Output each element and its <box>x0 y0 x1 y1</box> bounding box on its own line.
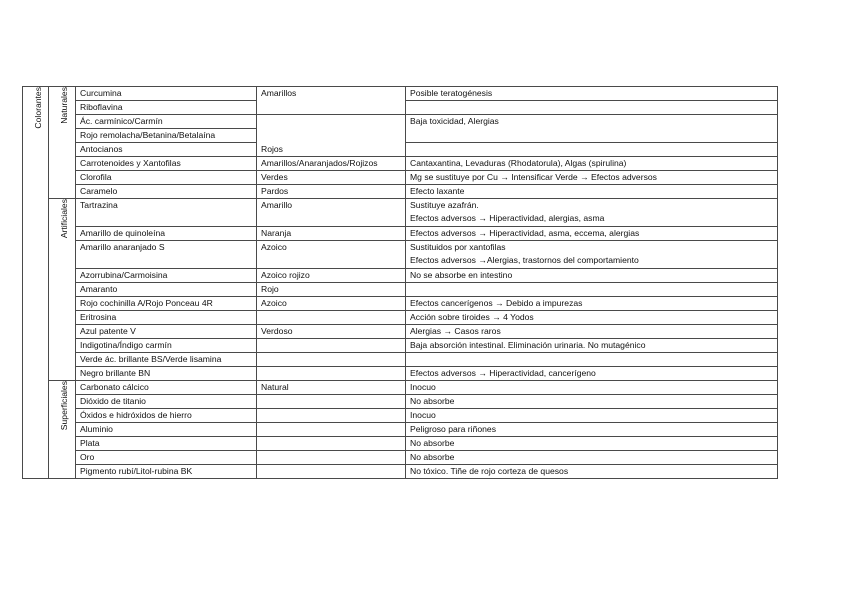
colorant-name: Ác. carmínico/Carmín <box>76 115 257 129</box>
table-row <box>23 395 778 409</box>
colorant-notes: Baja absorción intestinal. Eliminación urinaria. No mutagénico <box>406 339 778 353</box>
colorant-notes: Acción sobre tiroides → 4 Yodos <box>406 311 778 325</box>
colorant-notes: No absorbe <box>406 395 778 409</box>
colorant-type <box>257 353 406 367</box>
colorant-notes <box>406 353 778 367</box>
table-row <box>23 465 778 479</box>
colorant-notes <box>406 283 778 297</box>
table-row <box>23 283 778 297</box>
table-row <box>23 353 778 367</box>
table-row <box>23 185 778 199</box>
colorant-name: Antocianos <box>76 143 257 157</box>
colorant-type: Amarillos/Anaranjados/Rojizos <box>257 157 406 171</box>
colorant-type: Verdes <box>257 171 406 185</box>
colorant-notes: Efectos adversos → Hiperactividad, asma, eccema, alergias <box>406 227 778 241</box>
colorant-type <box>257 465 406 479</box>
colorant-type: Azoico <box>257 241 406 269</box>
colorant-name: Amarillo anaranjado S <box>76 241 257 269</box>
colorant-type <box>257 409 406 423</box>
colorant-type: Amarillos <box>257 87 406 115</box>
colorant-name: Plata <box>76 437 257 451</box>
colorant-notes: Cantaxantina, Levaduras (Rhodatorula), Algas (spirulina) <box>406 157 778 171</box>
colorant-type <box>257 339 406 353</box>
colorant-name: Riboflavina <box>76 101 257 115</box>
table-row <box>23 339 778 353</box>
colorant-notes: No se absorbe en intestino <box>406 269 778 283</box>
colorant-name: Curcumina <box>76 87 257 101</box>
colorant-name: Indigotina/Índigo carmín <box>76 339 257 353</box>
colorant-type: Azoico rojizo <box>257 269 406 283</box>
colorant-type <box>257 423 406 437</box>
colorant-name: Rojo remolacha/Betanina/Betalaína <box>76 129 257 143</box>
table-row <box>23 227 778 241</box>
colorant-name: Carrotenoides y Xantofilas <box>76 157 257 171</box>
colorant-name: Rojo cochinilla A/Rojo Ponceau 4R <box>76 297 257 311</box>
colorant-notes: Inocuo <box>406 381 778 395</box>
category-cell <box>23 87 49 479</box>
colorant-name: Verde ác. brillante BS/Verde lisamina <box>76 353 257 367</box>
category-label: Colorantes <box>32 87 43 129</box>
table-row <box>23 325 778 339</box>
colorant-type: Verdoso <box>257 325 406 339</box>
colorant-name: Azorrubina/Carmoisina <box>76 269 257 283</box>
table-row <box>23 423 778 437</box>
colorant-name: Amarillo de quinoleína <box>76 227 257 241</box>
colorant-notes: Efectos adversos → Hiperactividad, cancerígeno <box>406 367 778 381</box>
colorant-name: Pigmento rubí/Litol-rubina BK <box>76 465 257 479</box>
colorant-type: Natural <box>257 381 406 395</box>
colorant-notes-line: Efectos adversos → Hiperactividad, alergias, asma <box>410 213 605 223</box>
table-row <box>23 171 778 185</box>
colorant-name: Amaranto <box>76 283 257 297</box>
group-label-superficiales: Superficiales <box>59 381 69 431</box>
colorant-notes: Posible teratogénesis <box>406 87 778 101</box>
colorant-type <box>257 451 406 465</box>
colorant-name: Negro brillante BN <box>76 367 257 381</box>
table-row <box>23 409 778 423</box>
table-row <box>23 297 778 311</box>
colorant-name: Eritrosina <box>76 311 257 325</box>
table-row <box>23 241 778 269</box>
colorant-notes: No absorbe <box>406 437 778 451</box>
table-row <box>23 311 778 325</box>
colorant-name: Oro <box>76 451 257 465</box>
table-row <box>23 199 778 227</box>
colorant-notes <box>406 143 778 157</box>
colorant-notes: Efectos cancerígenos → Debido a impurezas <box>406 297 778 311</box>
colorant-type: Amarillo <box>257 199 406 227</box>
group-label-naturales: Naturales <box>59 87 69 124</box>
colorant-notes: Efecto laxante <box>406 185 778 199</box>
colorant-notes: Baja toxicidad, Alergias <box>406 115 778 143</box>
table-row <box>23 381 778 395</box>
colorant-type: Naranja <box>257 227 406 241</box>
colorant-name: Azul patente V <box>76 325 257 339</box>
colorant-type <box>257 367 406 381</box>
group-cell-naturales <box>49 87 76 199</box>
colorant-notes: No absorbe <box>406 451 778 465</box>
colorant-type <box>257 437 406 451</box>
colorant-type <box>257 311 406 325</box>
colorant-name: Óxidos e hidróxidos de hierro <box>76 409 257 423</box>
table-row <box>23 87 778 101</box>
colorant-name: Dióxido de titanio <box>76 395 257 409</box>
table-row <box>23 157 778 171</box>
colorant-name: Aluminio <box>76 423 257 437</box>
colorant-type: Rojo <box>257 283 406 297</box>
colorant-notes: Alergias → Casos raros <box>406 325 778 339</box>
colorant-type <box>257 395 406 409</box>
colorant-type: Pardos <box>257 185 406 199</box>
colorant-type: Azoico <box>257 297 406 311</box>
colorant-notes <box>406 241 778 269</box>
colorant-notes <box>406 101 778 115</box>
table-row <box>23 367 778 381</box>
group-cell-artificiales <box>49 199 76 381</box>
colorants-table <box>22 86 778 479</box>
colorant-notes: Mg se sustituye por Cu → Intensificar Verde → Efectos adversos <box>406 171 778 185</box>
colorant-name: Tartrazina <box>76 199 257 227</box>
colorant-notes: No tóxico. Tiñe de rojo corteza de quesos <box>406 465 778 479</box>
colorant-notes-line: Sustituidos por xantofilas <box>410 242 506 252</box>
table-row <box>23 269 778 283</box>
colorant-name: Clorofila <box>76 171 257 185</box>
colorant-notes-line: Sustituye azafrán. <box>410 200 479 210</box>
group-label-artificiales: Artificiales <box>59 199 69 239</box>
colorant-name: Carbonato cálcico <box>76 381 257 395</box>
colorant-name: Caramelo <box>76 185 257 199</box>
colorant-notes: Inocuo <box>406 409 778 423</box>
table-row <box>23 115 778 129</box>
group-cell-superficiales <box>49 381 76 479</box>
colorant-notes: Peligroso para riñones <box>406 423 778 437</box>
table-row <box>23 451 778 465</box>
table-row <box>23 437 778 451</box>
colorant-notes <box>406 199 778 227</box>
colorant-notes-line: Efectos adversos →Alergias, trastornos del comportamiento <box>410 255 639 265</box>
colorant-type: Rojos <box>257 115 406 157</box>
